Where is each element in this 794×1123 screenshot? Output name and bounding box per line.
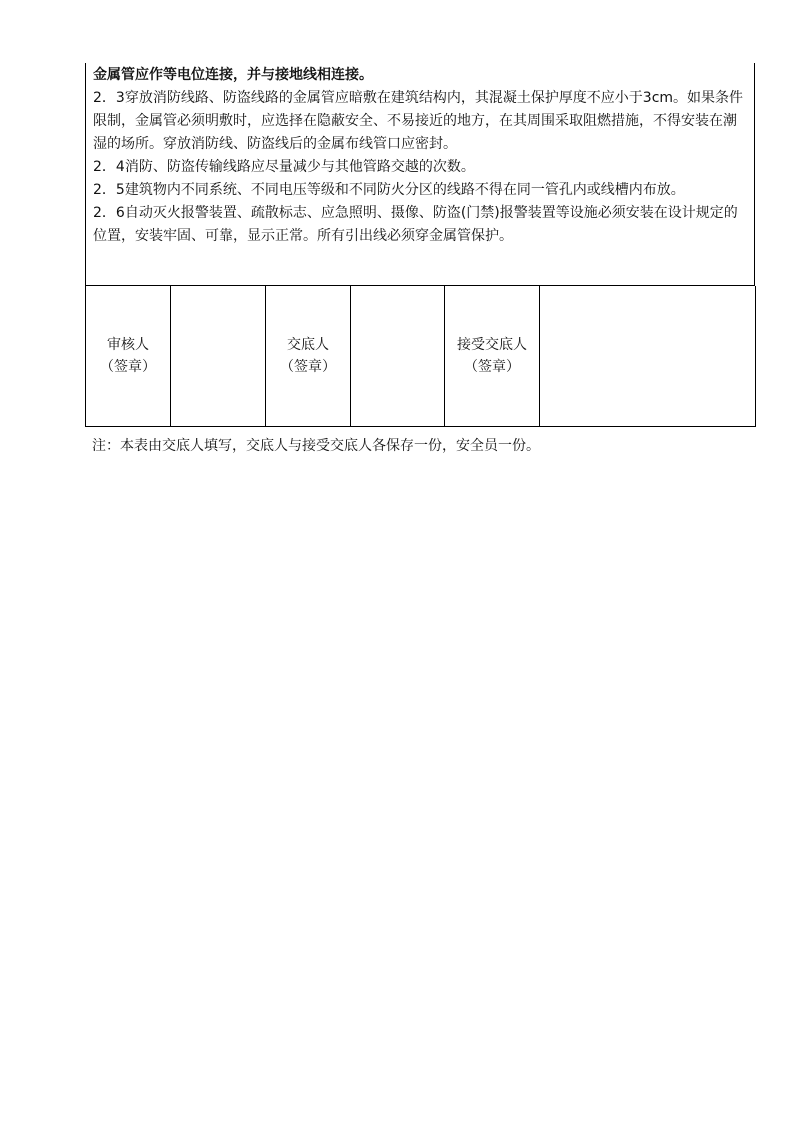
receiver-seal-label: （签章） (464, 359, 520, 375)
receiver-label-cell (445, 286, 540, 427)
reviewer-label-cell (86, 286, 171, 427)
clause-2-6: 2．6自动灭火报警装置、疏散标志、应急照明、摄像、防盗(门禁)报警装置等设施必须安装在设计规定的位置，安装牢固、可靠，显示正常。所有引出线必须穿金属管保护。 (93, 205, 738, 244)
receiver-signature-field[interactable] (540, 286, 756, 427)
grounding-requirement-line: 金属管应作等电位连接，并与接地线相连接。 (93, 67, 373, 83)
discloser-seal-label: （签章） (280, 359, 336, 375)
discloser-label-cell (266, 286, 351, 427)
clause-2-4: 2．4消防、防盗传输线路应尽量减少与其他管路交越的次数。 (93, 159, 475, 175)
reviewer-label: 审核人 (107, 337, 149, 353)
receiver-label: 接受交底人 (457, 337, 527, 353)
signature-table (85, 286, 756, 427)
technical-disclosure-content (85, 63, 755, 286)
clause-2-3: 2．3穿放消防线路、防盗线路的金属管应暗敷在建筑结构内，其混凝土保护厚度不应小于3cm。如果条件限制，金属管必须明敷时，应选择在隐蔽安全、不易接近的地方，在其周围采取阻燃措施，不得安装在潮湿的场所。穿放消防线、防盗线后的金属布线管口应密封。 (93, 90, 744, 152)
reviewer-signature-field[interactable] (171, 286, 266, 427)
discloser-signature-field[interactable] (351, 286, 445, 427)
clause-2-5: 2．5建筑物内不同系统、不同电压等级和不同防火分区的线路不得在同一管孔内或线槽内布放。 (93, 182, 685, 198)
signature-row (86, 286, 756, 427)
discloser-label: 交底人 (287, 337, 329, 353)
table-note: 注：本表由交底人填写，交底人与接受交底人各保存一份，安全员一份。 (92, 438, 540, 454)
reviewer-seal-label: （签章） (100, 359, 156, 375)
